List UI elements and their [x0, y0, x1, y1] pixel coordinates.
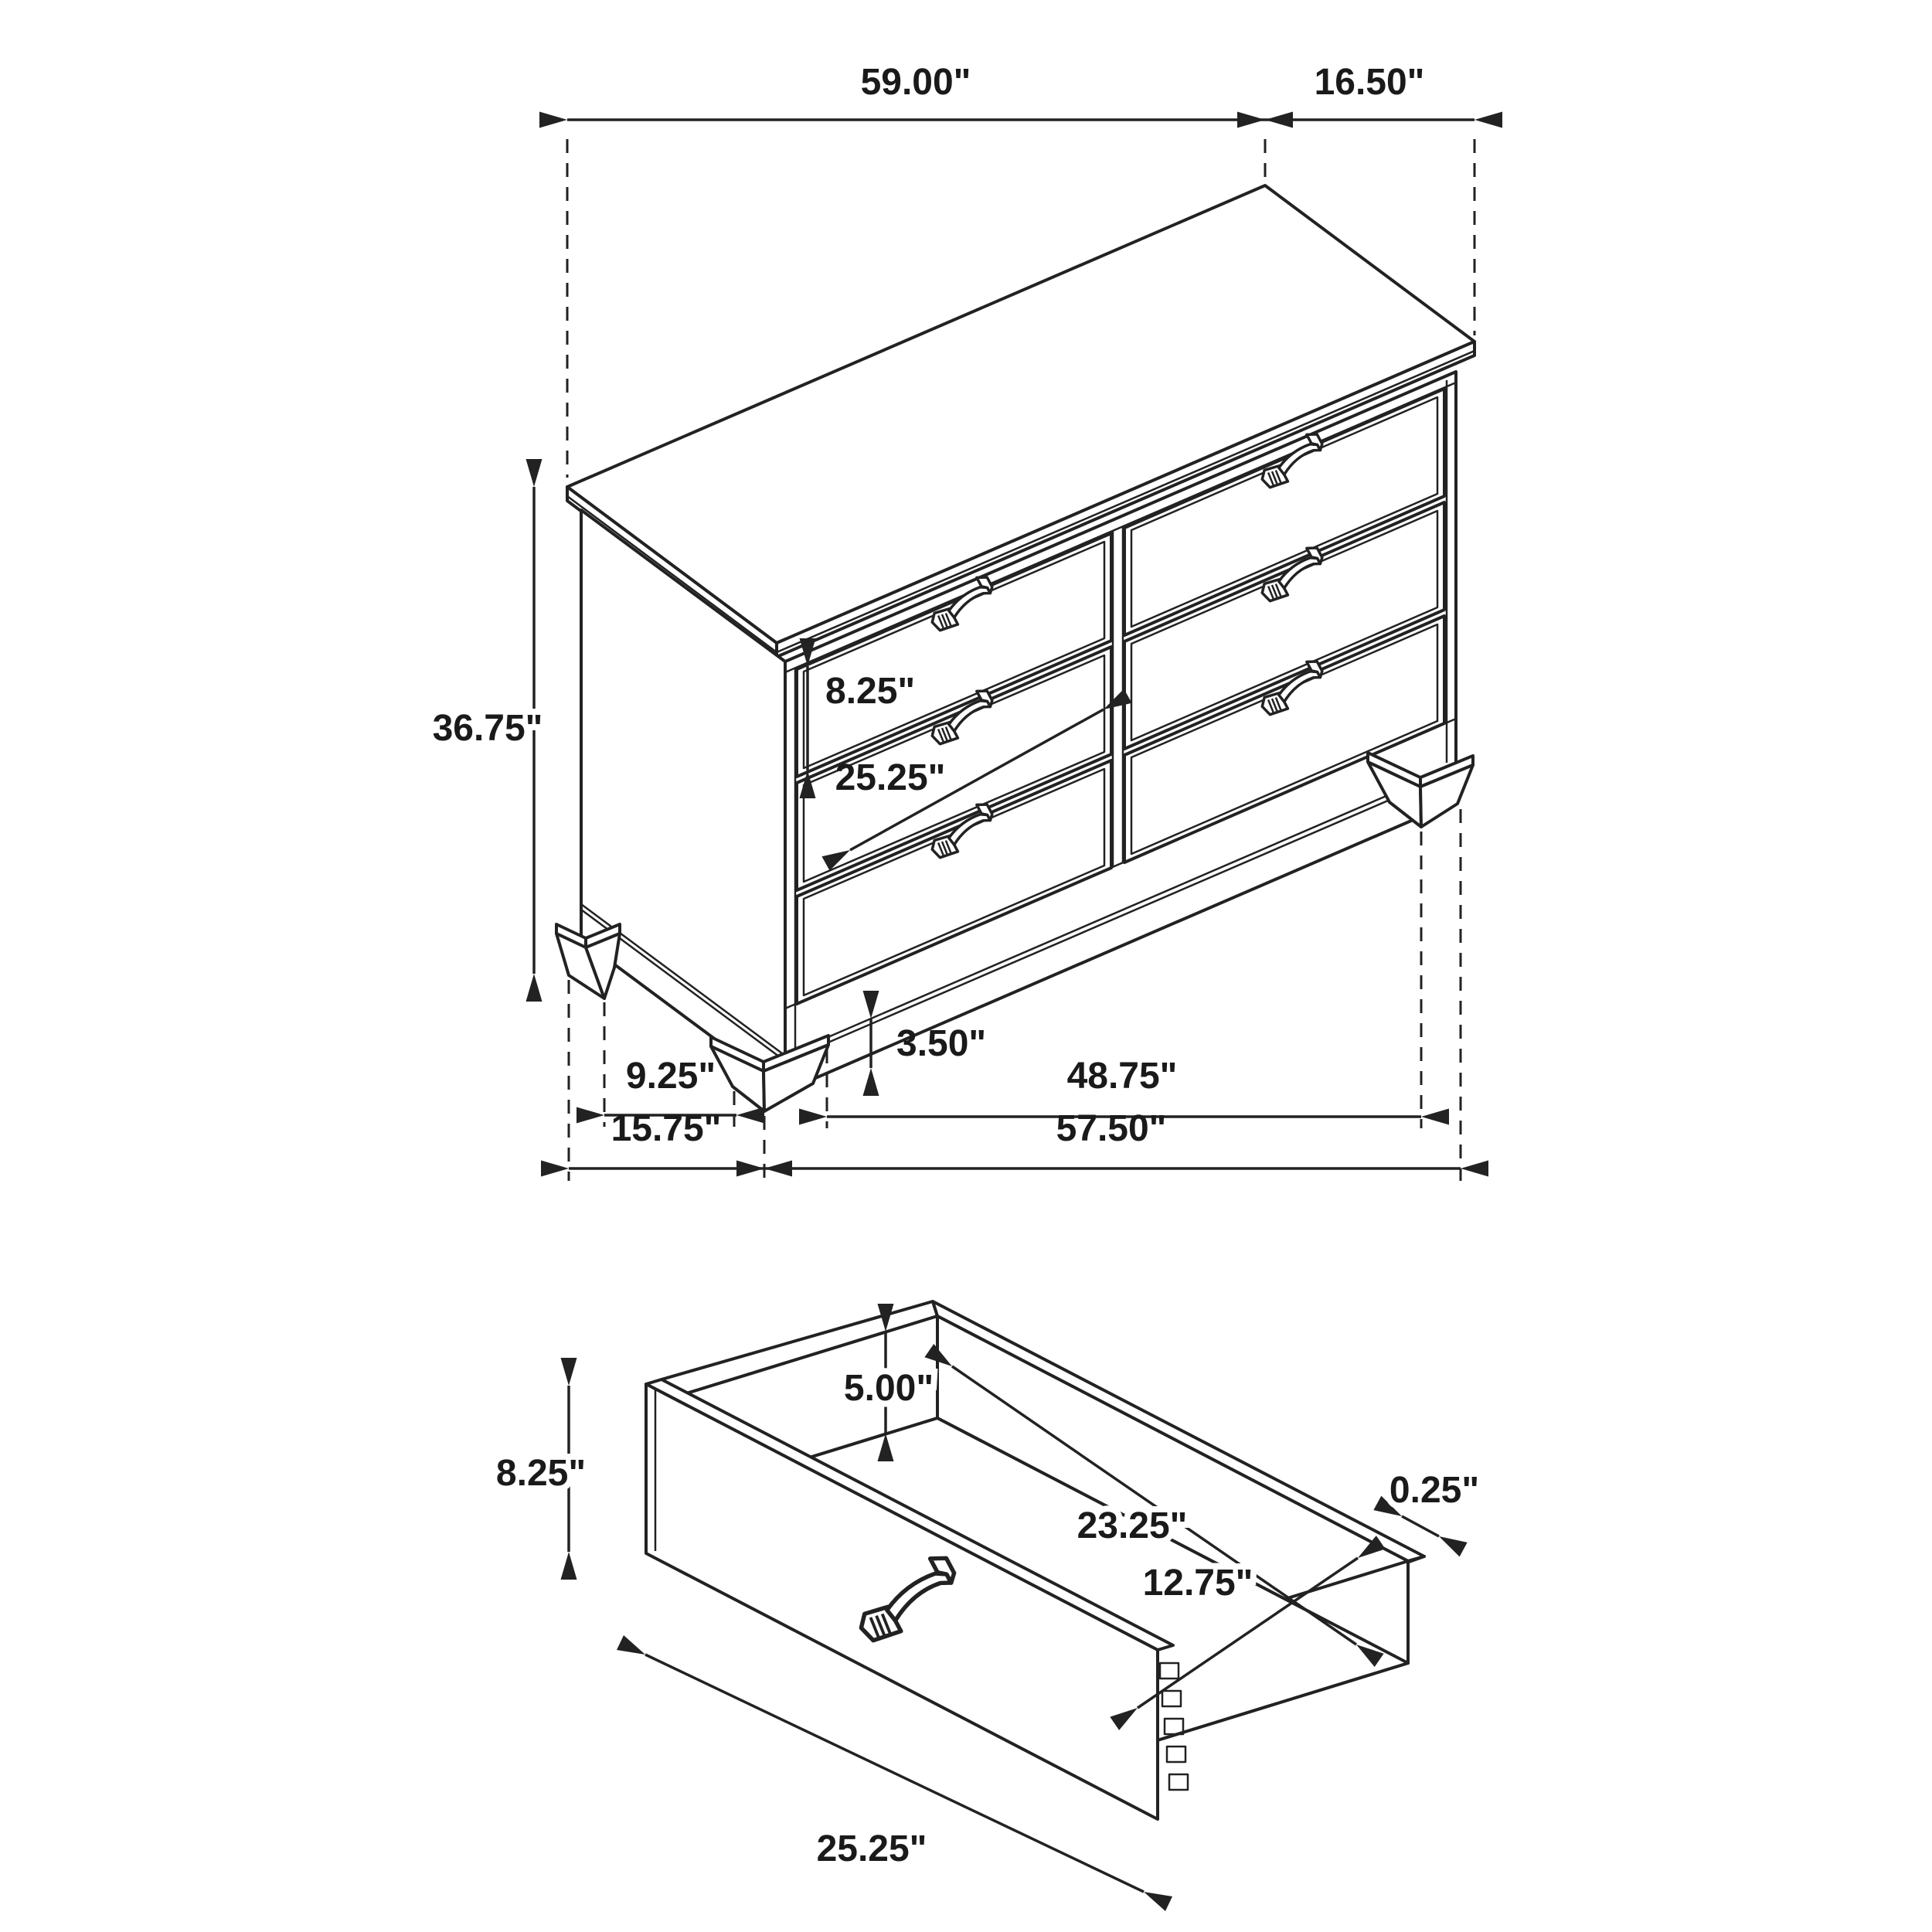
dim-label-panel-thickness: 0.25": [1389, 1470, 1480, 1511]
dim-label-drawer-width: 25.25": [835, 757, 946, 798]
dim-label-inner-depth: 12.75": [1142, 1563, 1253, 1604]
dim-label-front-width: 25.25": [816, 1828, 927, 1869]
dim-label-base-depth: 15.75": [611, 1108, 722, 1149]
dim-label-feet-span: 48.75": [1066, 1056, 1178, 1097]
dresser-diagram: [433, 62, 1475, 1181]
dim-label-inner-width: 23.25": [1077, 1505, 1188, 1546]
dim-label-overall-height: 36.75": [432, 708, 543, 749]
dim-label-foot-height: 3.50": [896, 1023, 987, 1064]
dim-label-base-width: 57.50": [1056, 1108, 1167, 1149]
dim-label-top-width: 59.00": [860, 62, 971, 103]
dim-label-top-depth: 16.50": [1314, 62, 1425, 103]
drawer-diagram: [496, 1301, 1479, 1892]
drawer-box: [646, 1301, 1424, 1819]
dim-label-foot-gap: 9.25": [625, 1056, 716, 1097]
dim-label-drawer-height: 8.25": [825, 671, 916, 712]
dim-label-inner-height: 5.00": [843, 1368, 934, 1409]
dim-label-front-height: 8.25": [495, 1453, 587, 1494]
